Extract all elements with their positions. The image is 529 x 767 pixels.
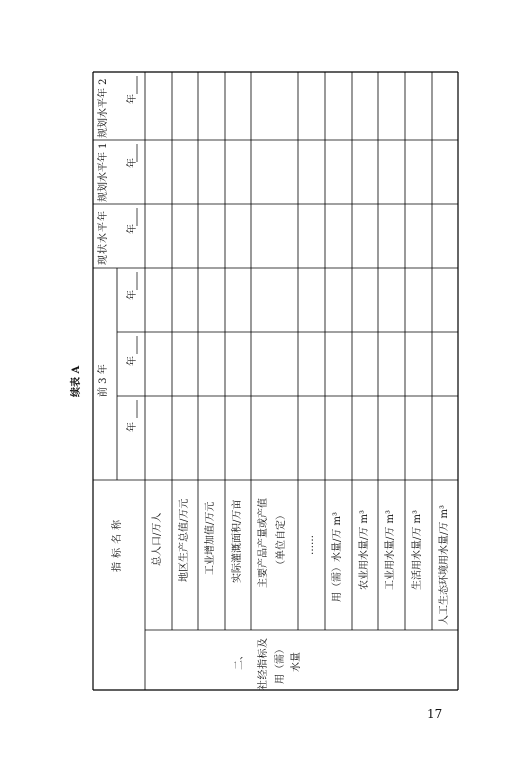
header-plan1: 规划水平年 1 [98, 142, 109, 202]
header-plan2: 规划水平年 2 [98, 78, 109, 138]
row-label-gdp: 地区生产总值/万元 [179, 498, 190, 582]
row-label-population: 总人口/万人 [152, 512, 163, 566]
section-label-1: 二、 [234, 650, 245, 670]
section-label-2: 社经指标及 [258, 637, 269, 690]
section-label-4: 水量 [291, 652, 302, 672]
header-indicator-name: 指标名称 [112, 516, 123, 572]
year-label-prev3-3: 年 [127, 290, 138, 300]
year-label-prev3-2: 年 [127, 356, 138, 366]
row-label-ellipsis: …… [305, 535, 316, 555]
page-number: 17 [427, 707, 443, 721]
year-label-prev3-1: 年 [127, 422, 138, 432]
row-label-irrigation-area: 实际灌溉面积/万亩 [232, 499, 243, 583]
row-label-agri-water: 农业用水量/万 m³ [359, 509, 370, 590]
row-label-eco-water: 人工生态环境用水量/万 m³ [439, 504, 450, 625]
row-label-water-demand: 用（需）水量/万 m³ [332, 511, 343, 602]
row-label-main-products-unit: （单位自定） [276, 510, 287, 570]
row-label-domestic-water: 生活用水量/万 m³ [412, 509, 423, 590]
header-prev3: 前 3 年 [98, 364, 109, 397]
header-current: 现状水平年 [98, 210, 109, 265]
row-label-industrial-value: 工业增加值/万元 [205, 501, 216, 575]
year-label-plan2: 年 [127, 94, 138, 104]
table-caption: 续表 A [71, 365, 82, 397]
year-label-plan1: 年 [127, 158, 138, 168]
row-label-main-products: 主要产品产量或产值 [258, 498, 269, 588]
section-label-3: 用（需） [275, 644, 286, 684]
row-label-industrial-water: 工业用水量/万 m³ [385, 509, 396, 590]
year-label-current: 年 [127, 224, 138, 234]
